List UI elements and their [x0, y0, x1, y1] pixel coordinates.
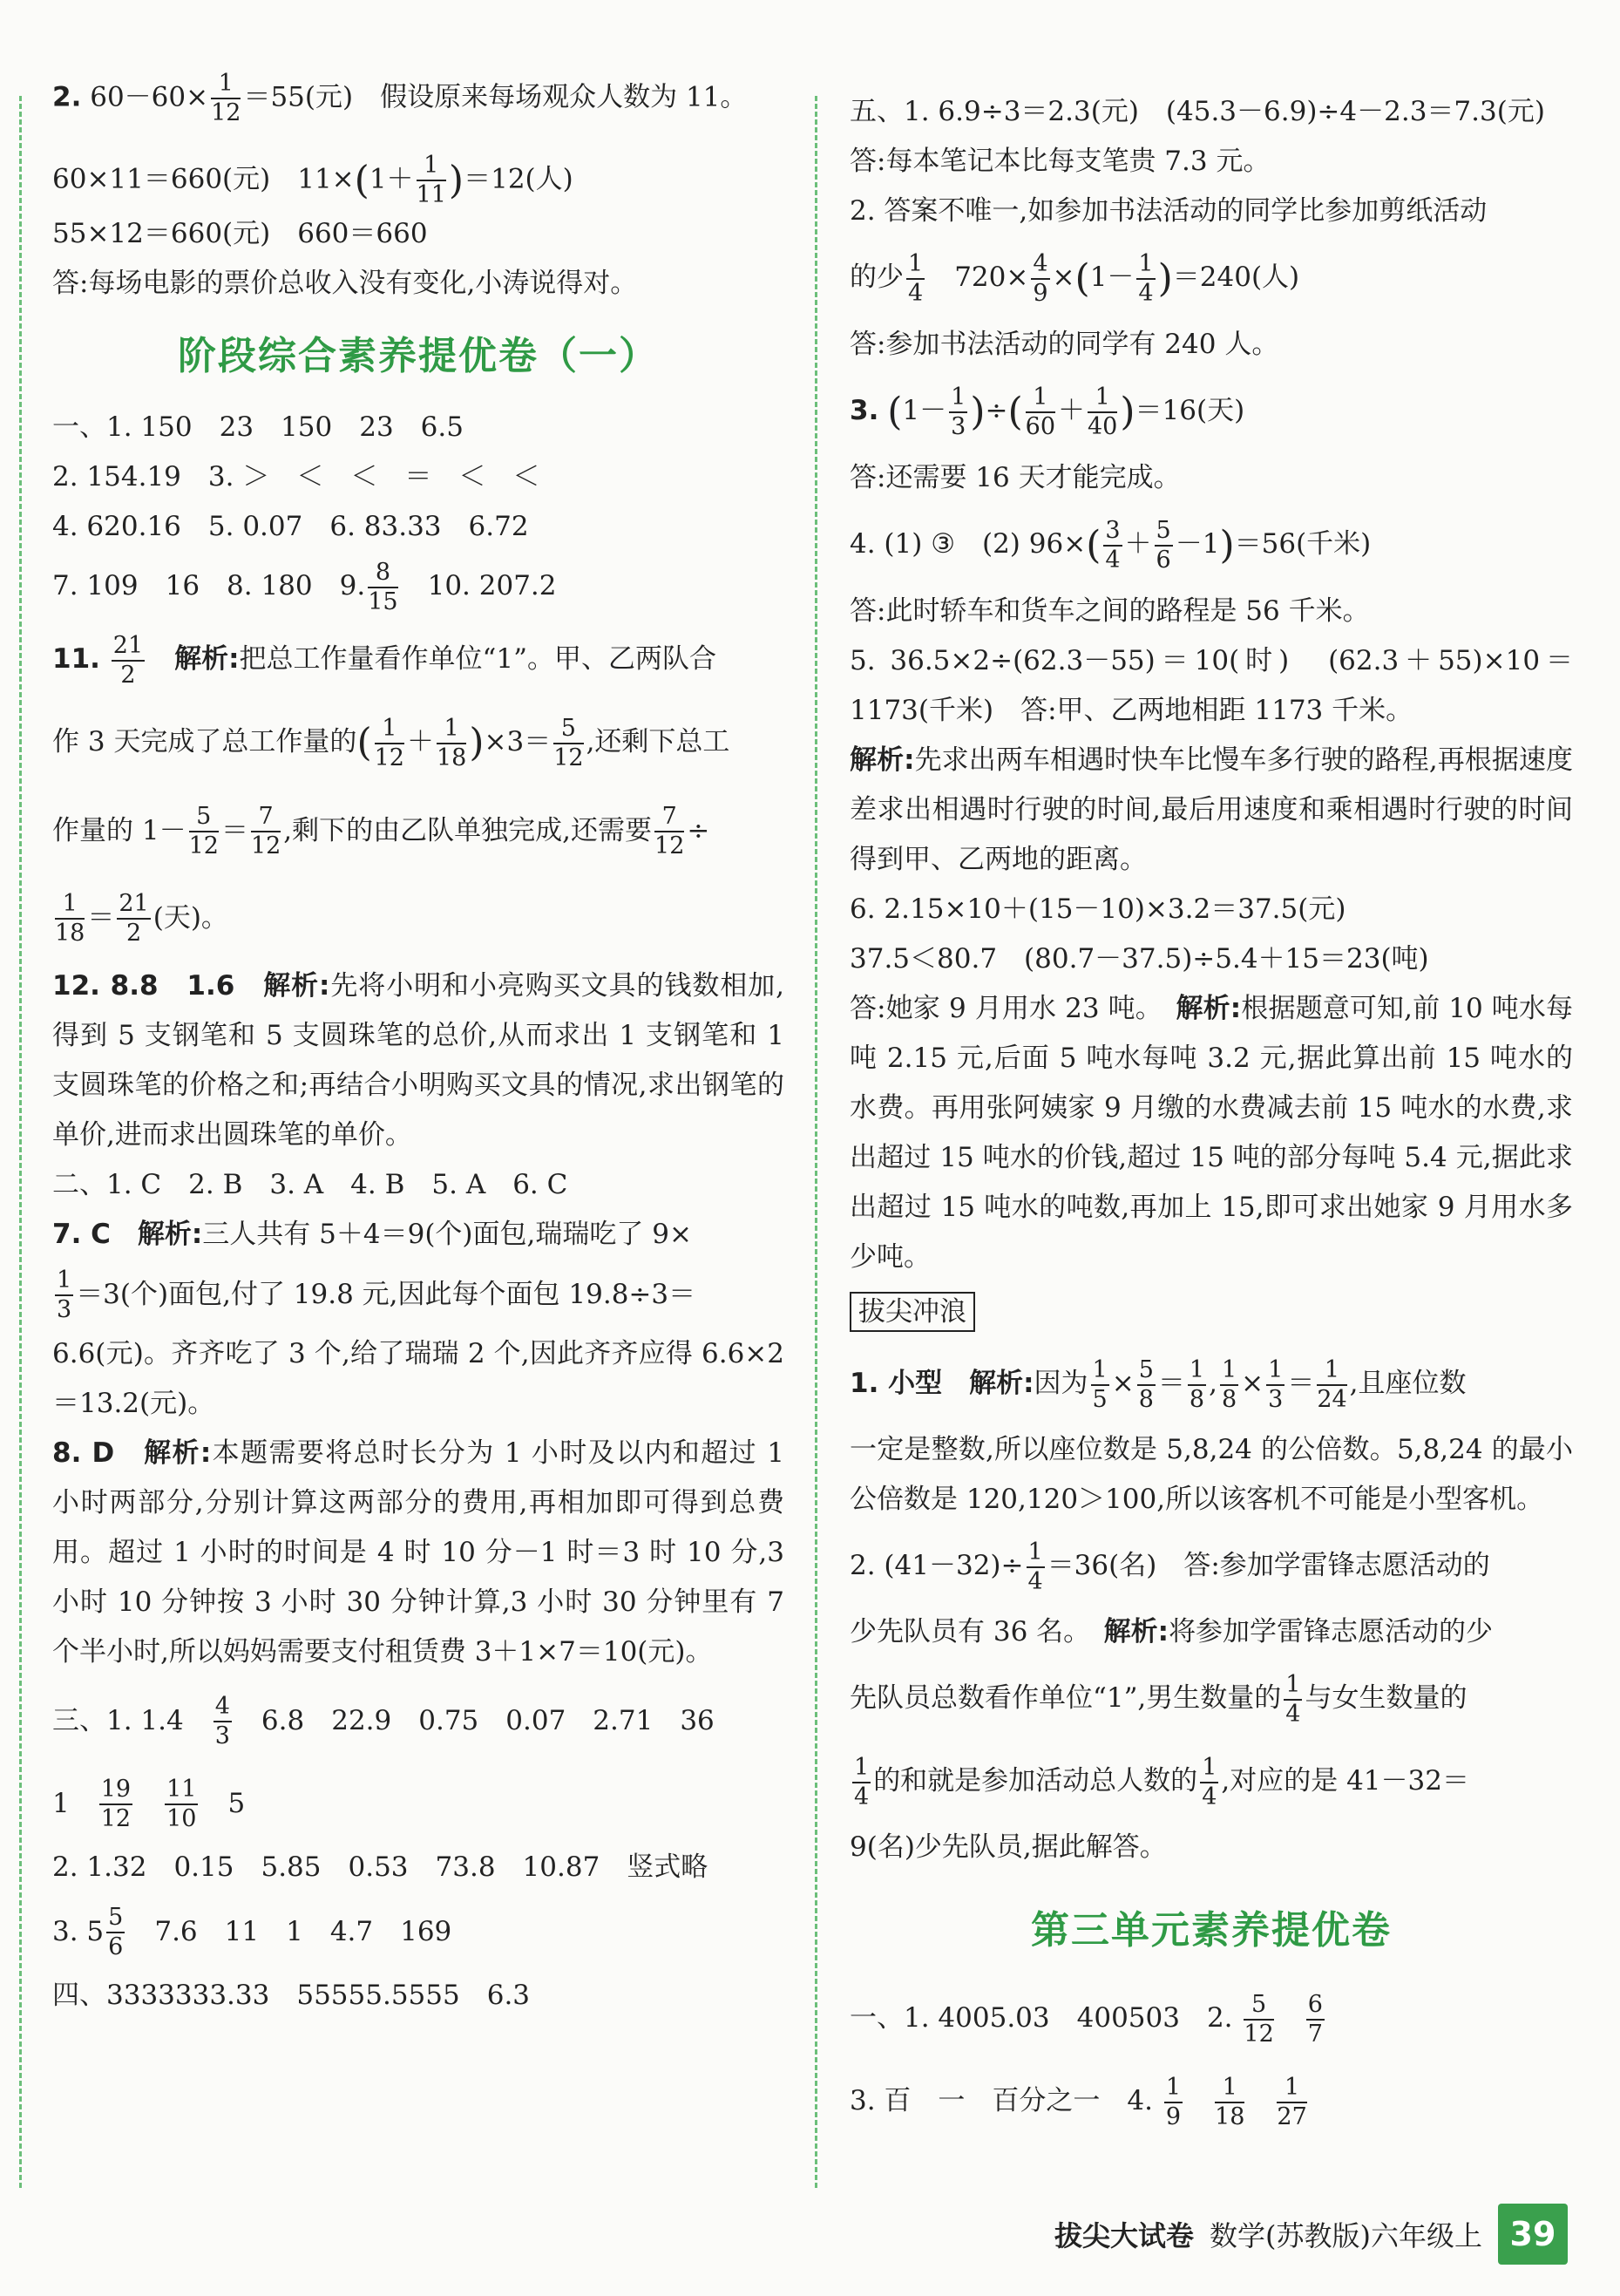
brand-name: 拔尖大试卷 — [1054, 2219, 1195, 2252]
r-line9: 答:此时轿车和货车之间的路程是 56 千米。 — [850, 595, 1370, 627]
q7-line2: $\frac{1}{3}$ ＝3(个)面包,付了 19.8 元,因此每个面包 19.8÷3＝ — [57, 1267, 696, 1323]
s1-row2: 2. 154.19 3. ＞ ＜ ＜ ＝ ＜ ＜ — [52, 461, 540, 492]
s1-row3: 4. 620.16 5. 0.07 6. 83.33 6.72 — [52, 511, 529, 542]
right-column — [850, 87, 1573, 2143]
fraction: $\frac{5}{12}$ — [553, 714, 584, 771]
b2-line1: 2. (41－32)÷ $\frac{1}{4}$ ＝36(名) 答:参加学雷锋志愿活动的 — [850, 1538, 1490, 1595]
fraction: $\frac{8}{15}$ — [368, 558, 398, 615]
t-line2: 3. 百 一 百分之一 4. $\frac{1}{9}$ $\frac{1}{18}$ $\frac{1}{27}$ — [850, 2073, 1307, 2130]
challenge-label: 拔尖冲浪 — [850, 1287, 1573, 1337]
q2-line3: 55×12＝660(元) 660＝660 — [52, 218, 428, 249]
r-line10: 5. 36.5×2÷(62.3－55)＝10(时) (62.3＋55)×10＝1173(千米) 答:甲、乙两地相距 1173 千米。 — [850, 645, 1573, 726]
b1-line1: 1. 小型 解析:因为 $\frac{1}{5}$ × $\frac{5}{8}$ ＝ $\frac{1}{8}$ , $\frac{1}{8}$ × $\frac{1}{3}$ ＝ $\frac{1}{24}$ ,且座位数 — [850, 1355, 1467, 1413]
fraction: $\frac{21}{2}$ — [112, 631, 144, 689]
b2-line2: 少先队员有 36 名。 解析:将参加学雷锋志愿活动的少 — [850, 1616, 1494, 1647]
b1-text: 一定是整数,所以座位数是 5,8,24 的公倍数。5,8,24 的最小公倍数是 120,120＞100,所以该客机不可能是小型客机。 — [850, 1434, 1573, 1515]
s3-row3: 2. 1.32 0.15 5.85 0.53 73.8 10.87 竖式略 — [52, 1851, 708, 1883]
fraction: $\frac{7}{12}$ — [250, 803, 281, 859]
q2-answer: 答:每场电影的票价总收入没有变化,小涛说得对。 — [52, 268, 638, 299]
r-line6: 3. (1－ $\frac{1}{3}$ )÷( $\frac{1}{60}$ ＋ $\frac{1}{40}$ )＝16(天) — [850, 383, 1245, 440]
fraction: $\frac{1}{3}$ — [951, 383, 966, 440]
q2-line1: 2. 60－60× $\frac{1}{12}$ ＝55(元) 假设原来每场观众人数为 11。 — [52, 70, 748, 126]
b2-line4: $\frac{1}{4}$ 的和就是参加活动总人数的 $\frac{1}{4}$ ,对应的是 41－32＝ — [854, 1753, 1469, 1810]
left-margin-dash — [19, 96, 22, 2188]
fraction: $\frac{4}{9}$ — [1033, 249, 1048, 307]
b2-line3: 先队员总数看作单位“1”,男生数量的 $\frac{1}{4}$ 与女生数量的 — [850, 1670, 1467, 1728]
s1-row1: 一、1. 150 23 150 23 6.5 — [52, 411, 464, 443]
r-line8: 4. (1) ③ (2) 96×( $\frac{3}{4}$ ＋ $\frac{5}{6}$ －1)＝56(千米) — [850, 516, 1372, 574]
fraction: $\frac{5}{12}$ — [188, 803, 219, 859]
fraction: $\frac{1}{4}$ — [908, 249, 924, 307]
q2-line2: 60×11＝660(元) 11×(1＋ $\frac{1}{11}$ )＝12(人) — [52, 152, 573, 208]
q7-line1: 7. C 解析:三人共有 5＋4＝9(个)面包,瑞瑞吃了 9× — [52, 1218, 692, 1250]
s1-row4: 7. 109 16 8. 180 9. $\frac{8}{15}$ 10. 207.2 — [52, 558, 557, 615]
fraction: $\frac{11}{10}$ — [166, 1776, 197, 1832]
fraction: $\frac{1}{12}$ — [374, 714, 404, 771]
r-line5: 答:参加书法活动的同学有 240 人。 — [850, 329, 1279, 360]
q8-text: 8. D 解析:本题需要将总时长分为 1 小时及以内和超过 1 小时两部分,分别计算这两部分的费用,再相加即可得到总费用。超过 1 小时的时间是 4 时 10 分－1 时＝3 时 10 分,3 小时 10 分钟按 3 小时 30 分钟计算,3 小时 30 分钟里有 7 个半小时,所以妈妈需要支付租赁费 3＋1×7＝10(元)。 — [52, 1437, 785, 1668]
fraction: $\frac{4}{3}$ — [214, 1693, 230, 1749]
center-divider — [815, 96, 817, 2188]
fraction: $\frac{1}{11}$ — [416, 152, 446, 208]
fraction: $\frac{1}{60}$ — [1025, 383, 1055, 440]
section-heading-2: 第三单元素养提优卷 — [1031, 1908, 1392, 1953]
r-line2: 答:每本笔记本比每支笔贵 7.3 元。 — [850, 146, 1271, 177]
fraction: $\frac{19}{12}$ — [100, 1776, 132, 1832]
r-line4: 的少 $\frac{1}{4}$ 720× $\frac{4}{9}$ ×(1－ $\frac{1}{4}$ )＝240(人) — [850, 249, 1300, 307]
fraction: $\frac{3}{4}$ — [1105, 516, 1121, 574]
s2-row1: 二、1. C 2. B 3. A 4. B 5. A 6. C — [52, 1168, 568, 1200]
fraction: $\frac{1}{12}$ — [211, 70, 241, 126]
page-footer — [1054, 2204, 1568, 2265]
q11-line3: 作量的 1－ $\frac{5}{12}$ ＝ $\frac{7}{12}$ ,剩下的由乙队单独完成,还需要 $\frac{7}{12}$ ÷ — [52, 803, 710, 859]
section-heading-1: 阶段综合素养提优卷（一） — [178, 334, 659, 378]
r-analysis-6: 答:她家 9 月用水 23 吨。 解析:根据题意可知,前 10 吨水每吨 2.15 元,后面 5 吨水每吨 3.2 元,据此算出前 15 吨水的水费。再用张阿姨家 9 月缴的水费减去前 15 吨水的水费,求出超过 15 吨水的价钱,超过 15 吨的部分每吨 5.4 元,据此求出超过 15 吨水的吨数,再加上 15,即可求出她家 9 月用水多少吨。 — [850, 993, 1573, 1273]
s4-row1: 四、3333333.33 55555.5555 6.3 — [52, 1979, 531, 2011]
r-line1: 五、1. 6.9÷3＝2.3(元) (45.3－6.9)÷4－2.3＝7.3(元) — [850, 96, 1545, 127]
fraction: $\frac{5}{6}$ — [1156, 516, 1171, 574]
fraction: $\frac{1}{18}$ — [436, 714, 467, 771]
s3-row2: 1 $\frac{19}{12}$ $\frac{11}{10}$ 5 — [52, 1776, 246, 1832]
q11-line1: 11. $\frac{21}{2}$ 解析:把总工作量看作单位“1”。甲、乙两队合 — [52, 631, 716, 689]
q7-line3: 6.6(元)。齐齐吃了 3 个,给了瑞瑞 2 个,因此齐齐应得 6.6×2＝13.2(元)。 — [52, 1337, 784, 1419]
r-line3: 2. 答案不唯一,如参加书法活动的同学比参加剪纸活动 — [850, 195, 1488, 227]
fraction: $\frac{21}{2}$ — [119, 890, 149, 947]
fraction: $\frac{1}{18}$ — [55, 890, 85, 947]
left-column — [52, 70, 784, 2021]
subject-label: 数学(苏教版)六年级上 — [1210, 2219, 1482, 2252]
s3-row4: 3. 5 $\frac{5}{6}$ 7.6 11 1 4.7 169 — [52, 1904, 452, 1960]
s3-row1: 三、1. 1.4 $\frac{4}{3}$ 6.8 22.9 0.75 0.07 2.71 36 — [52, 1693, 715, 1749]
page-number: 39 — [1498, 2204, 1568, 2265]
r-line12: 6. 2.15×10＋(15－10)×3.2＝37.5(元) — [850, 893, 1346, 925]
q12-text: 12. 8.8 1.6 解析:先将小明和小亮购买文具的钱数相加,得到 5 支钢笔和 5 支圆珠笔的总价,从而求出 1 支钢笔和 1 支圆珠笔的价格之和;再结合小明购买文具的情况,求出钢笔的单价,进而求出圆珠笔的单价。 — [52, 969, 785, 1151]
fraction: $\frac{7}{12}$ — [654, 803, 685, 859]
fraction: $\frac{1}{4}$ — [1138, 249, 1154, 307]
r-analysis-5: 解析:先求出两车相遇时快车比慢车多行驶的路程,再根据速度差求出相遇时行驶的时间,最后用速度和乘相遇时行驶的时间得到甲、乙两地的距离。 — [850, 744, 1573, 875]
fraction: $\frac{5}{6}$ — [108, 1904, 124, 1960]
r-line7: 答:还需要 16 天才能完成。 — [850, 462, 1181, 493]
fraction: $\frac{1}{3}$ — [57, 1267, 72, 1323]
b2-line5: 9(名)少先队员,据此解答。 — [850, 1831, 1167, 1863]
r-line13: 37.5＜80.7 (80.7－37.5)÷5.4＋15＝23(吨) — [850, 943, 1429, 975]
q11-line2: 作 3 天完成了总工作量的( $\frac{1}{12}$ ＋ $\frac{1}{18}$ )×3＝ $\frac{5}{12}$ ,还剩下总工 — [52, 714, 730, 771]
fraction: $\frac{1}{40}$ — [1088, 383, 1118, 440]
q11-line4: $\frac{1}{18}$ ＝ $\frac{21}{2}$ (天)。 — [55, 890, 228, 947]
t-line1: 一、1. 4005.03 400503 2. $\frac{5}{12}$ $\frac{6}{7}$ — [850, 1990, 1323, 2048]
